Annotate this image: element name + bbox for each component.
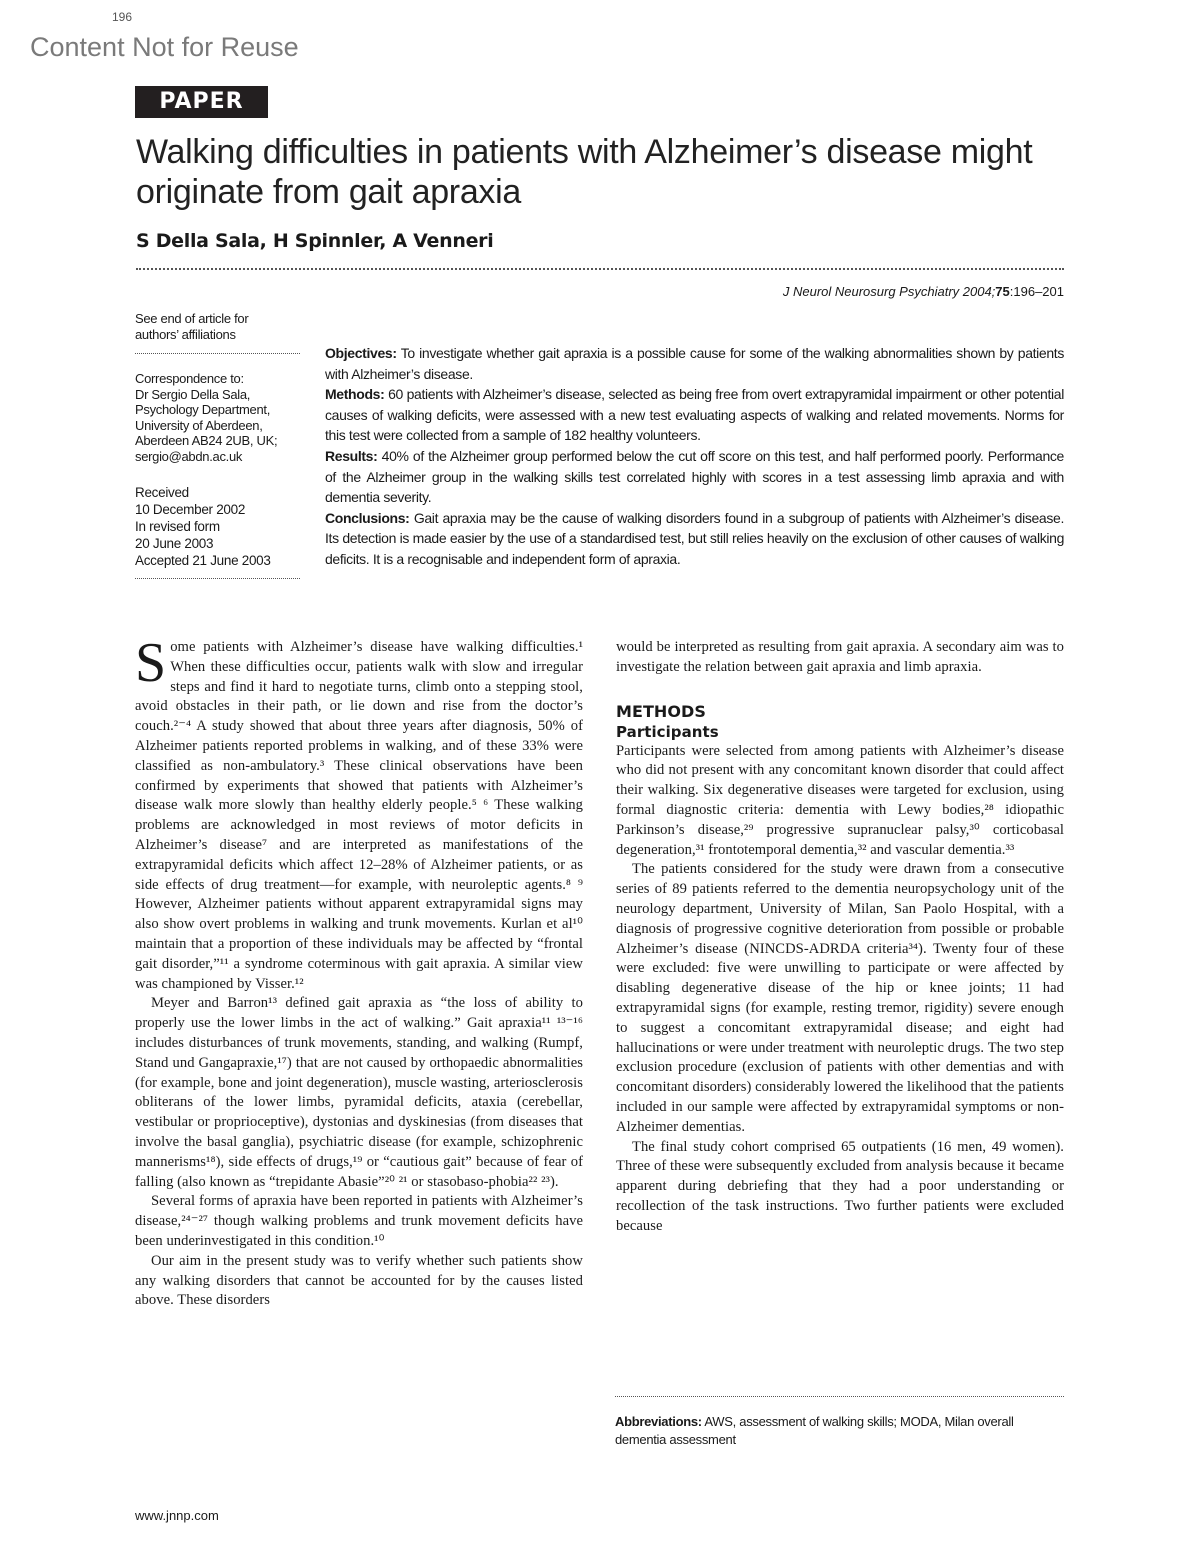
- correspondence: [135, 371, 300, 464]
- article-dates: [135, 484, 300, 569]
- label: Objectives:: [325, 345, 397, 361]
- correspondence-email[interactable]: sergio@abdn.ac.uk: [135, 448, 243, 464]
- paragraph: Participants were selected from among patients with Alzheimer’s disease who did not present with any concomitant known disorder that could affect their walking. Six degenerative diseases were targeted for exclusion, using formal diagnostic criteria: dementia with Lewy bodies,²⁸ idiopathic Parkinson’s disease,²⁹ progressive supranuclear palsy,³⁰ corticobasal degeneration,³¹ frontotemporal dementia,³² and vascular dementia.³³: [616, 742, 1064, 858]
- paragraph: The final study cohort comprised 65 outpatients (16 men, 49 women). Three of these were subsequently excluded from analysis because it became apparent during debriefing that they had a poor understanding or recollection of the task instructions. Two further patients were excluded because: [616, 1138, 1064, 1234]
- authors: S Della Sala, H Spinnler, A Venneri: [136, 230, 494, 252]
- label: Conclusions:: [325, 509, 410, 526]
- subsection-heading: Participants: [616, 722, 719, 741]
- divider: [135, 578, 300, 579]
- date-line: 10 December 2002: [135, 502, 246, 517]
- correspondence-line: Dr Sergio Della Sala,: [135, 386, 251, 402]
- correspondence-line: Psychology Department,: [135, 402, 271, 417]
- paragraph: The patients considered for the study were drawn from a consecutive series of 89 patients referred to the dementia neuropsychology unit of the neurology department, University of Milan, San Paolo Hospital, with a diagnosis of progressive cognitive deterioration from possible or probable Alzheimer’s disease (NINCDS-ADRDA criteria³⁴). Twenty four of these were excluded: five were unwilling to participate or were affected by disabling degenerative disease of the hip or knee joints; 11 had extrapyramidal signs (for example, resting tremor, rigidity) severe enough to suggest a concomitant extrapyramidal disease; and eight had hallucinations or were under treatment with neuroleptic drugs. The two step exclusion procedure (exclusion of patients with other dementias and with concomitant disorders) considerably lowered the likelihood that the patients included in our sample were affected by extrapyramidal symptoms or non-Alzheimer dementias.: [616, 861, 1064, 1135]
- correspondence-line: University of Aberdeen,: [135, 417, 263, 433]
- affiliations-note: See end of article for authors’ affiliations: [135, 311, 249, 342]
- article-title: Walking difficulties in patients with Alzheimer’s disease might originate from gait apraxia: [136, 133, 1033, 211]
- paragraph: [135, 632, 583, 994]
- label: Abbreviations:: [615, 1414, 702, 1429]
- label: Methods:: [325, 386, 385, 403]
- journal-reference: [136, 284, 1064, 300]
- article-header: [136, 132, 1064, 300]
- divider: [615, 1396, 1064, 1397]
- footer-url[interactable]: www.jnnp.com: [135, 1508, 219, 1523]
- correspondence-line: Correspondence to:: [135, 371, 244, 386]
- date-line: In revised form: [135, 519, 220, 534]
- paragraph: Meyer and Barron¹³ defined gait apraxia as “the loss of ability to properly use the lower limbs in the act of walking.” Gait apraxia¹¹ ¹³⁻¹⁶ includes disturbances of trunk movements, standing, and walking (Rumpf, Stand und Gangapraxie,¹⁷) that are not caused by orthopaedic abnormalities (for example, bone and joint degeneration), muscle wasting, arteriosclerosis obliterans of the lower limbs, pyramidal deficits, ataxia (cerebellar, vestibular or proprioceptive), dystonias and dyskinesias (from diseases that involve the basal ganglia), psychiatric disease (for example, schizophrenic mannerisms¹⁸), side effects of drugs,¹⁹ or “cautious gait” because of fear of falling (also known as “trepidante Abasie”²⁰ ²¹ or stasobaso-phobia²² ²³).: [135, 995, 583, 1190]
- date-line: 20 June 2003: [135, 536, 214, 551]
- drop-cap: S: [135, 632, 167, 694]
- text: 40% of the Alzheimer group performed below the cut off score on this test, and half performed poorly. Performance of the Alzheimer group in the walking skills test correlated highly with scores in a test assessing limb apraxia and with dementia severity.: [325, 447, 1064, 506]
- text: 60 patients with Alzheimer’s disease, selected as being free from overt extrapyramidal impairment or other potential causes of walking deficits, were assessed with a new test evaluating aspects of walking and related movements. Norms for this test were collected from a sample of 182 healthy volunteers.: [325, 386, 1064, 444]
- date-line: Accepted 21 June 2003: [135, 553, 271, 568]
- divider: [136, 268, 1064, 270]
- paragraph: would be interpreted as resulting from gait apraxia. A secondary aim was to investigate the relation between gait apraxia and limb apraxia.: [616, 639, 1064, 675]
- date-line: Received: [135, 485, 189, 500]
- text: Gait apraxia may be the cause of walking disorders found in a subgroup of patients with Alzheimer’s disease. Its detection is made easier by the use of a standardised test, but still relies heavily on the exclusion of other causes of walking deficits. It is a recognisable and independent form of apraxia.: [325, 509, 1064, 567]
- body-column-right: [616, 638, 1064, 1237]
- journal-volume: 75: [995, 284, 1010, 299]
- correspondence-line: Aberdeen AB24 2UB, UK;: [135, 433, 278, 448]
- section-heading: METHODS: [616, 701, 706, 721]
- section-badge: PAPER: [135, 86, 268, 118]
- abbreviations: [615, 1413, 1064, 1449]
- paragraph: Several forms of apraxia have been reported in patients with Alzheimer’s disease,²⁴⁻²⁷ though walking problems and trunk movement deficits have been underinvestigated in this condition.¹⁰: [135, 1193, 583, 1249]
- journal-name: J Neurol Neurosurg Psychiatry 2004;: [782, 284, 996, 299]
- divider: [135, 353, 300, 354]
- abstract-results: [325, 446, 1064, 508]
- page-number: 196: [112, 10, 133, 24]
- journal-pages: :196–201: [1009, 284, 1064, 299]
- abstract-conclusions: [325, 508, 1064, 570]
- abstract: [325, 343, 1064, 570]
- text: To investigate whether gait apraxia is a possible cause for some of the walking abnormalities shown by patients with Alzheimer’s disease.: [325, 345, 1064, 382]
- text: AWS, assessment of walking skills; MODA, Milan overall dementia assessment: [615, 1414, 1014, 1447]
- abstract-methods: [325, 384, 1064, 446]
- paragraph-text: ome patients with Alzheimer’s disease have walking difficulties.¹ When these difficulties occur, patients walk with slow and irregular steps and find it hard to negotiate turns, climb onto a stepping stool, avoid obstacles in their path, or lie down and rise from the doctor’s couch.²⁻⁴ A study showed that about three years after diagnosis, 50% of Alzheimer patients reported problems in walking, and of these 33% were classified as non-ambulatory.³ These clinical observations have been confirmed by experiments that showed that patients with Alzheimer’s disease walk more slowly than healthy elderly people.⁵ ⁶ These walking problems are acknowledged in most reviews of motor deficits in Alzheimer’s disease⁷ and are interpreted as manifestations of the extrapyramidal deficits which affect 12–28% of Alzheimer patients, or as side effects of drug treatment—for example, with neuroleptic agents.⁸ ⁹ However, Alzheimer patients without apparent extrapyramidal signs may also show overt problems in walking and trunk movements. Kurlan et al¹⁰ maintain that a proportion of these individuals may be affected by “frontal gait disorder,”¹¹ a syndrome coterminous with gait apraxia. A similar view was championed by Visser.¹²: [135, 639, 583, 992]
- abstract-objectives: [325, 343, 1064, 384]
- label: Results:: [325, 447, 378, 464]
- body-column-left: [135, 632, 583, 1311]
- paragraph: Our aim in the present study was to verify whether such patients show any walking disorders that cannot be accounted for by the causes listed above. These disorders: [135, 1252, 583, 1309]
- watermark: Content Not for Reuse: [30, 32, 299, 62]
